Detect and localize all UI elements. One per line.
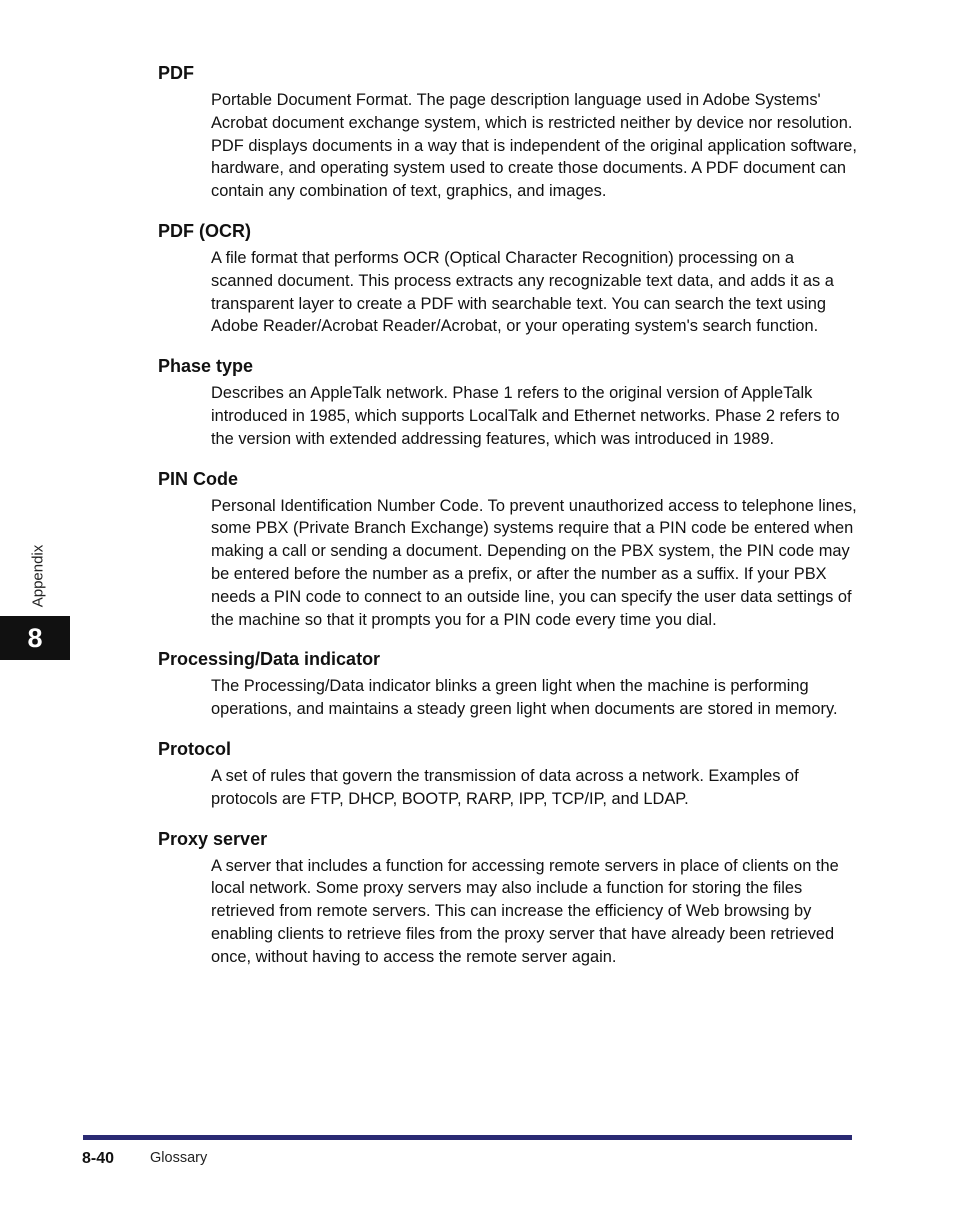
glossary-definition: A file format that performs OCR (Optical Character Recognition) processing on a scanned document. This process extracts any recognizable text data, and adds it as a transparent layer to create a PDF with searchable text. You can search the text using Adobe Reader/Acrobat Reader/Acrobat, or your operating system's search function. — [211, 248, 834, 336]
glossary-content — [158, 62, 858, 986]
glossary-entry — [158, 468, 858, 632]
glossary-term: Protocol — [158, 738, 232, 759]
glossary-definition: A server that includes a function for accessing remote servers in place of clients on the local network. Some proxy servers may also include a function for storing the files retrieved from remote servers. This can increase the efficiency of Web browsing by enabling clients to retrieve files from the proxy server that have already been retrieved once, without having to access the remote server again. — [211, 856, 839, 966]
glossary-definition: A set of rules that govern the transmission of data across a network. Examples of protocols are FTP, DHCP, BOOTP, RARP, IPP, TCP/IP, and LDAP. — [211, 766, 799, 808]
page-number: 8-40 — [82, 1150, 115, 1167]
glossary-entry — [158, 355, 858, 450]
glossary-entry — [158, 62, 858, 203]
glossary-entry — [158, 220, 858, 338]
glossary-term: PIN Code — [158, 468, 239, 489]
footer-title: Glossary — [150, 1150, 208, 1166]
glossary-definition: Describes an AppleTalk network. Phase 1 refers to the original version of AppleTalk introduced in 1985, which supports LocalTalk and Ethernet networks. Phase 2 refers to the version with extended addressing features, which was introduced in 1989. — [211, 384, 840, 448]
glossary-entry — [158, 738, 858, 811]
footer-divider — [83, 1135, 852, 1140]
glossary-entry — [158, 828, 858, 969]
section-side-label — [27, 540, 49, 612]
glossary-term: PDF — [158, 63, 194, 83]
glossary-definition: The Processing/Data indicator blinks a green light when the machine is performing operations, and maintains a steady green light when documents are stored in memory. — [211, 677, 838, 719]
glossary-term: PDF (OCR) — [158, 220, 251, 241]
glossary-entry — [158, 648, 858, 721]
glossary-definition: Portable Document Format. The page description language used in Adobe Systems' Acrobat document exchange system, which is restricted neither by device nor resolution. PDF displays documents in a way that is independent of the original application software, hardware, and operating system used to create those documents. A PDF document can contain any combination of text, graphics, and images. — [211, 91, 857, 201]
section-side-label-text: Appendix — [29, 544, 47, 608]
glossary-term: Phase type — [158, 356, 254, 377]
glossary-term: Proxy server — [158, 828, 268, 849]
glossary-term: Processing/Data indicator — [158, 649, 381, 670]
glossary-definition: Personal Identification Number Code. To prevent unauthorized access to telephone lines, some PBX (Private Branch Exchange) systems require that a PIN code be entered when making a call or sending a document. Depending on the PBX system, the PIN code may be entered before the number as a prefix, or after the number as a suffix. If your PBX needs a PIN code to connect to an outside line, you can specify the user data settings of the machine so that it prompts you for a PIN code every time you dial. — [211, 496, 857, 629]
chapter-tab: 8 — [0, 616, 70, 660]
